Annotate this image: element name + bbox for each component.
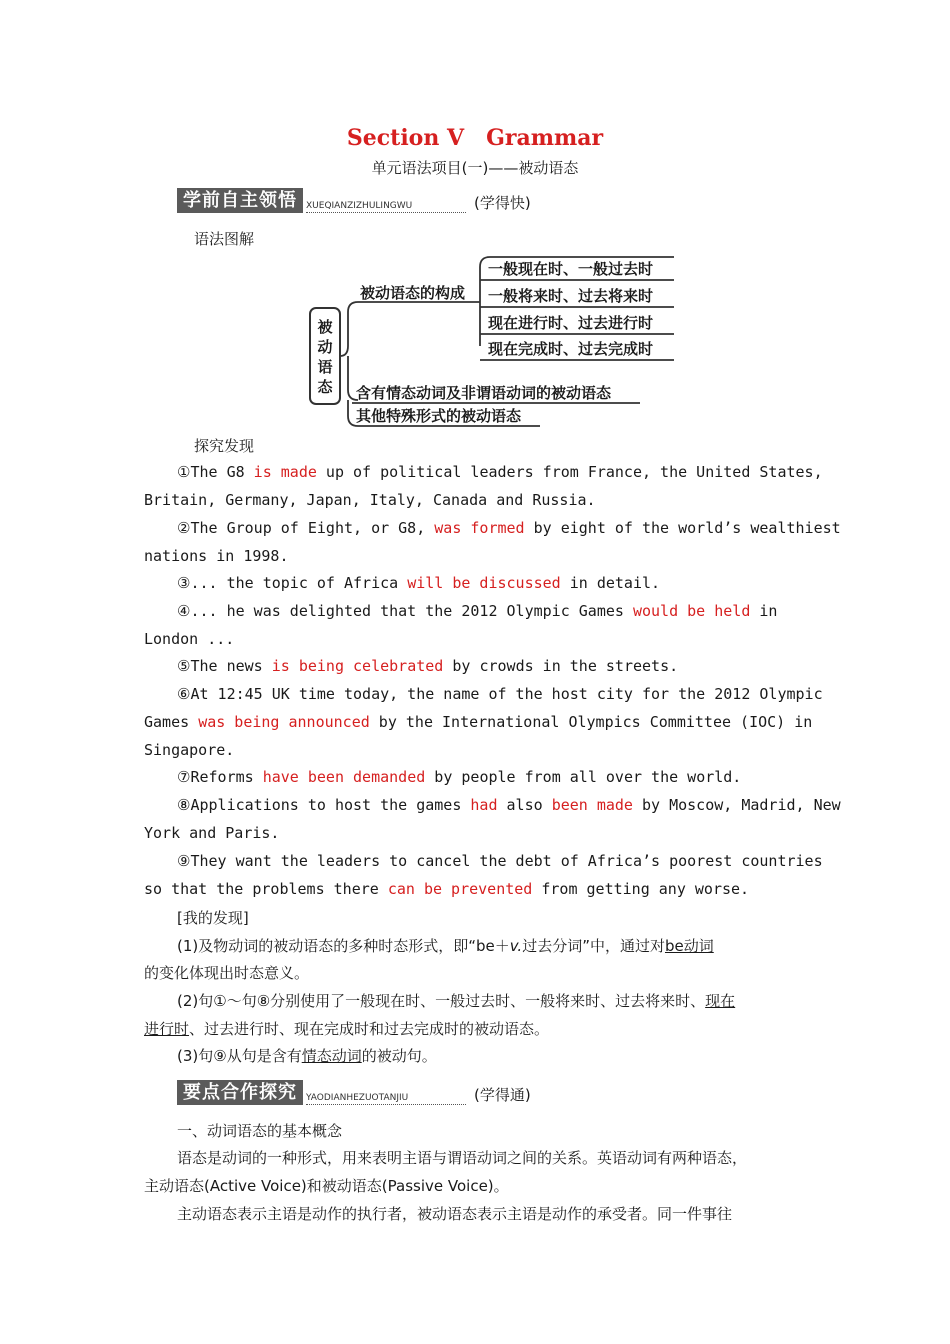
example-2-line-1: ②The Group of Eight, or G8, was formed by eight of the world’s wealthiest bbox=[177, 519, 841, 537]
section-banner-cooperative bbox=[177, 1080, 531, 1105]
diagram-branch-line-top bbox=[340, 302, 480, 356]
answer-blank: be动词 bbox=[664, 937, 714, 955]
example-1-line-1: ①The G8 is made up of political leaders from France, the United States, bbox=[177, 463, 823, 481]
finding-1-line-2: 的变化体现出时态意义。 bbox=[144, 964, 310, 982]
banner-pinyin: YAODIANHEZUOTANJIU bbox=[306, 1093, 466, 1105]
passive-phrase: had bbox=[470, 796, 498, 814]
passive-phrase: have been demanded bbox=[262, 768, 426, 786]
diagram-tense-3: 现在进行时、过去进行时 bbox=[488, 314, 654, 332]
diagram-construction-label: 被动语态的构成 bbox=[360, 284, 466, 302]
passive-phrase: was being announced bbox=[198, 713, 370, 731]
concepts-para-1-line-1: 语态是动词的一种形式，用来表明主语与谓语动词之间的关系。英语动词有两种语态， bbox=[177, 1149, 748, 1167]
example-4-line-1: ④... he was delighted that the 2012 Olympic Games would be held in bbox=[177, 602, 778, 620]
passive-phrase: was formed bbox=[434, 519, 525, 537]
example-6-line-1: ⑥At 12:45 UK time today, the name of the host city for the 2012 Olympic bbox=[177, 685, 823, 703]
passive-phrase: is being celebrated bbox=[271, 657, 444, 675]
banner-pinyin: XUEQIANZIZHULINGWU bbox=[306, 201, 466, 213]
example-7-line-1: ⑦Reforms have been demanded by people from all over the world. bbox=[177, 768, 742, 786]
diagram-special-label: 其他特殊形式的被动语态 bbox=[356, 407, 522, 425]
diagram-tense-1: 一般现在时、一般过去时 bbox=[488, 260, 654, 278]
answer-blank: 情态动词 bbox=[301, 1047, 362, 1065]
answer-blank: 现在 bbox=[705, 992, 736, 1010]
page-subtitle: 单元语法项目(一)——被动语态 bbox=[371, 159, 579, 177]
example-6-line-2: Games was being announced by the International Olympics Committee (IOC) in bbox=[144, 713, 813, 731]
example-5-line-1: ⑤The news is being celebrated by crowds in the streets. bbox=[177, 657, 679, 675]
diagram-tense-4: 现在完成时、过去完成时 bbox=[488, 340, 654, 358]
example-6-line-3: Singapore. bbox=[144, 741, 235, 759]
finding-2-line-1: (2)句①～句⑧分别使用了一般现在时、一般过去时、一般将来时、过去将来时、现在 bbox=[177, 992, 736, 1010]
example-9-line-1: ⑨They want the leaders to cancel the debt of Africa’s poorest countries bbox=[177, 852, 823, 870]
passive-phrase: can be prevented bbox=[387, 880, 533, 898]
example-8-line-1: ⑧Applications to host the games had also been made by Moscow, Madrid, New bbox=[177, 796, 841, 814]
concepts-heading: 一、动词语态的基本概念 bbox=[177, 1122, 343, 1140]
diagram-root-char-1: 被 bbox=[317, 318, 333, 336]
page-title: Section Ⅴ Grammar bbox=[346, 125, 604, 151]
passive-phrase: been made bbox=[551, 796, 633, 814]
example-8-line-2: York and Paris. bbox=[144, 824, 280, 842]
findings-heading: [我的发现] bbox=[177, 909, 249, 927]
passive-phrase: will be discussed bbox=[407, 574, 561, 592]
banner-label: 要点合作探究 bbox=[177, 1080, 303, 1105]
section-banner-preview bbox=[177, 188, 531, 213]
passive-phrase: is made bbox=[253, 463, 317, 481]
passive-phrase: would be held bbox=[632, 602, 751, 620]
diagram-root-char-4: 态 bbox=[317, 378, 333, 396]
banner-label: 学前自主领悟 bbox=[177, 188, 303, 213]
diagram-modal-label: 含有情态动词及非谓语动词的被动语态 bbox=[356, 384, 612, 402]
diagram-root-char-3: 语 bbox=[317, 358, 333, 376]
finding-1-line-1: (1)及物动词的被动语态的多种时态形式，即“be＋v.过去分词”中，通过对be动词 bbox=[177, 937, 714, 955]
grammar-diagram bbox=[300, 250, 690, 430]
example-3-line-1: ③... the topic of Africa will be discussed in detail. bbox=[177, 574, 661, 592]
example-1-line-2: Britain, Germany, Japan, Italy, Canada and Russia. bbox=[144, 491, 596, 509]
answer-blank: 进行时 bbox=[144, 1020, 190, 1038]
banner-tag: (学得快) bbox=[474, 194, 531, 212]
example-9-line-2: so that the problems there can be prevented from getting any worse. bbox=[144, 880, 750, 898]
explore-heading: 探究发现 bbox=[194, 437, 255, 455]
concepts-para-1-line-2: 主动语态(Active Voice)和被动语态(Passive Voice)。 bbox=[144, 1177, 509, 1195]
example-2-line-2: nations in 1998. bbox=[144, 547, 289, 565]
example-4-line-2: London ... bbox=[144, 630, 235, 648]
finding-3-line-1: (3)句⑨从句是含有情态动词的被动句。 bbox=[177, 1047, 437, 1065]
concepts-para-2-line-1: 主动语态表示主语是动作的执行者，被动语态表示主语是动作的承受者。同一件事往 bbox=[177, 1205, 733, 1223]
diagram-root-char-2: 动 bbox=[317, 338, 333, 356]
diagram-heading: 语法图解 bbox=[194, 230, 255, 248]
banner-tag: (学得通) bbox=[474, 1086, 531, 1104]
diagram-tense-2: 一般将来时、过去将来时 bbox=[488, 287, 654, 305]
finding-2-line-2: 进行时、过去进行时、现在完成时和过去完成时的被动语态。 bbox=[144, 1020, 550, 1038]
